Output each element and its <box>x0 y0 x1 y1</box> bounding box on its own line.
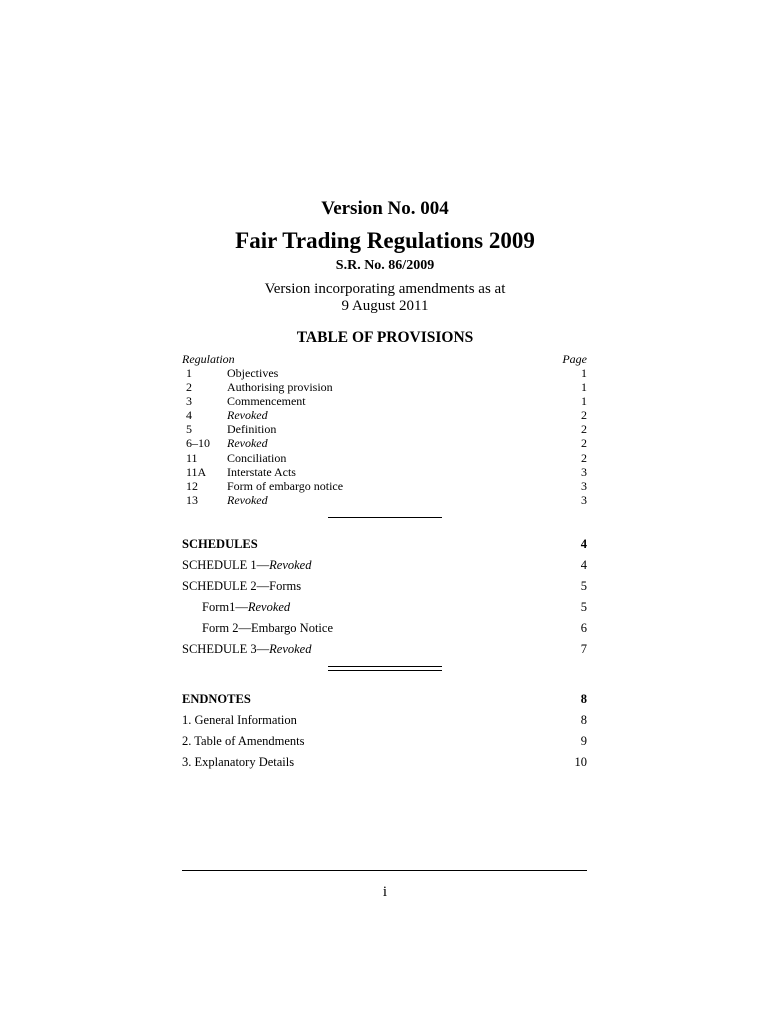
form-row[interactable] <box>182 620 587 641</box>
regulation-row[interactable] <box>182 479 587 493</box>
regulation-row[interactable] <box>182 451 587 465</box>
schedule-title: SCHEDULE 1— <box>182 558 270 572</box>
regulation-page: 2 <box>581 408 587 423</box>
regulation-title: Conciliation <box>227 450 287 465</box>
endnotes-heading: ENDNOTES <box>182 692 251 706</box>
endnote-title: 1. General Information <box>182 713 297 727</box>
endnote-page: 9 <box>580 734 587 748</box>
regulation-page: 2 <box>581 450 587 465</box>
endnote-title: 3. Explanatory Details <box>182 755 295 769</box>
schedule-title: SCHEDULE 3— <box>182 642 270 656</box>
regulation-row[interactable] <box>182 380 587 394</box>
regulation-column-label: Regulation <box>182 352 235 366</box>
regulation-title: Authorising provision <box>227 380 333 395</box>
schedule-status: Revoked <box>269 642 312 656</box>
form-page: 6 <box>580 621 587 635</box>
version-number: Version No. 004 <box>321 198 449 219</box>
regulation-row[interactable] <box>182 366 587 380</box>
statutory-rule-number: S.R. No. 86/2009 <box>335 258 435 273</box>
endnote-page: 10 <box>574 755 587 769</box>
endnotes-heading-page: 8 <box>580 692 587 706</box>
schedules-heading-page: 4 <box>580 537 587 551</box>
schedules-section <box>182 536 587 662</box>
regulation-row[interactable] <box>182 465 587 479</box>
version-date: 9 August 2011 <box>341 298 429 314</box>
regulation-title: Definition <box>227 422 277 437</box>
footer-rule <box>182 870 587 871</box>
endnote-title: 2. Table of Amendments <box>182 734 305 748</box>
regulation-number: 3 <box>186 394 192 409</box>
schedule-status: Revoked <box>269 558 312 572</box>
regulation-number: 2 <box>186 380 192 395</box>
endnotes-heading-row[interactable] <box>182 691 587 712</box>
regulation-title: Form of embargo notice <box>227 478 344 493</box>
regulation-number: 12 <box>186 478 198 493</box>
regulation-number: 4 <box>186 408 192 423</box>
regulation-number: 6–10 <box>186 436 210 451</box>
regulation-title: Revoked <box>227 436 268 451</box>
form-page: 5 <box>580 600 587 614</box>
regulation-row[interactable] <box>182 493 587 507</box>
form-status: Revoked <box>247 600 291 614</box>
regulation-page: 1 <box>581 366 587 380</box>
page-number: i <box>382 884 388 900</box>
regulation-page: 2 <box>581 422 587 437</box>
regulation-list <box>182 366 587 507</box>
form-row[interactable] <box>182 599 587 620</box>
schedule-page: 7 <box>580 642 587 656</box>
endnote-page: 8 <box>580 713 587 727</box>
regulation-row[interactable] <box>182 394 587 408</box>
regulation-page: 2 <box>581 436 587 451</box>
endnotes-section <box>182 691 587 775</box>
section-divider <box>328 517 442 518</box>
endnote-row[interactable] <box>182 733 587 754</box>
endnote-row[interactable] <box>182 712 587 733</box>
section-divider-double <box>328 666 442 671</box>
toc-title: TABLE OF PROVISIONS <box>296 329 474 346</box>
regulation-page: 3 <box>581 464 587 479</box>
schedule-row[interactable] <box>182 641 587 662</box>
regulation-page: 3 <box>581 492 587 507</box>
regulation-title: Objectives <box>227 366 279 380</box>
schedules-heading: SCHEDULES <box>182 537 258 551</box>
page-column-label: Page <box>562 352 587 366</box>
regulation-title: Revoked <box>227 492 268 507</box>
regulation-row[interactable] <box>182 422 587 436</box>
schedule-row[interactable] <box>182 578 587 599</box>
regulation-number: 11A <box>186 464 207 479</box>
schedule-row[interactable] <box>182 557 587 578</box>
document-title: Fair Trading Regulations 2009 <box>235 228 535 253</box>
regulation-number: 1 <box>186 366 192 380</box>
schedule-page: 5 <box>580 579 587 593</box>
regulation-page: 1 <box>581 394 587 409</box>
regulation-title: Interstate Acts <box>227 464 296 479</box>
regulation-number: 13 <box>186 492 198 507</box>
regulation-page: 3 <box>581 478 587 493</box>
version-incorporating-line: Version incorporating amendments as at <box>264 281 506 297</box>
form-title: Form1— <box>202 600 248 614</box>
regulation-number: 11 <box>186 450 198 465</box>
regulation-title: Revoked <box>227 408 268 423</box>
schedule-page: 4 <box>580 558 587 572</box>
regulation-page: 1 <box>581 380 587 395</box>
regulation-row[interactable] <box>182 408 587 422</box>
schedules-heading-row[interactable] <box>182 536 587 557</box>
regulation-number: 5 <box>186 422 192 437</box>
schedule-title: SCHEDULE 2—Forms <box>182 579 302 593</box>
endnote-row[interactable] <box>182 754 587 775</box>
regulation-row[interactable] <box>182 436 587 450</box>
form-title: Form 2—Embargo Notice <box>202 621 333 635</box>
regulation-title: Commencement <box>227 394 306 409</box>
